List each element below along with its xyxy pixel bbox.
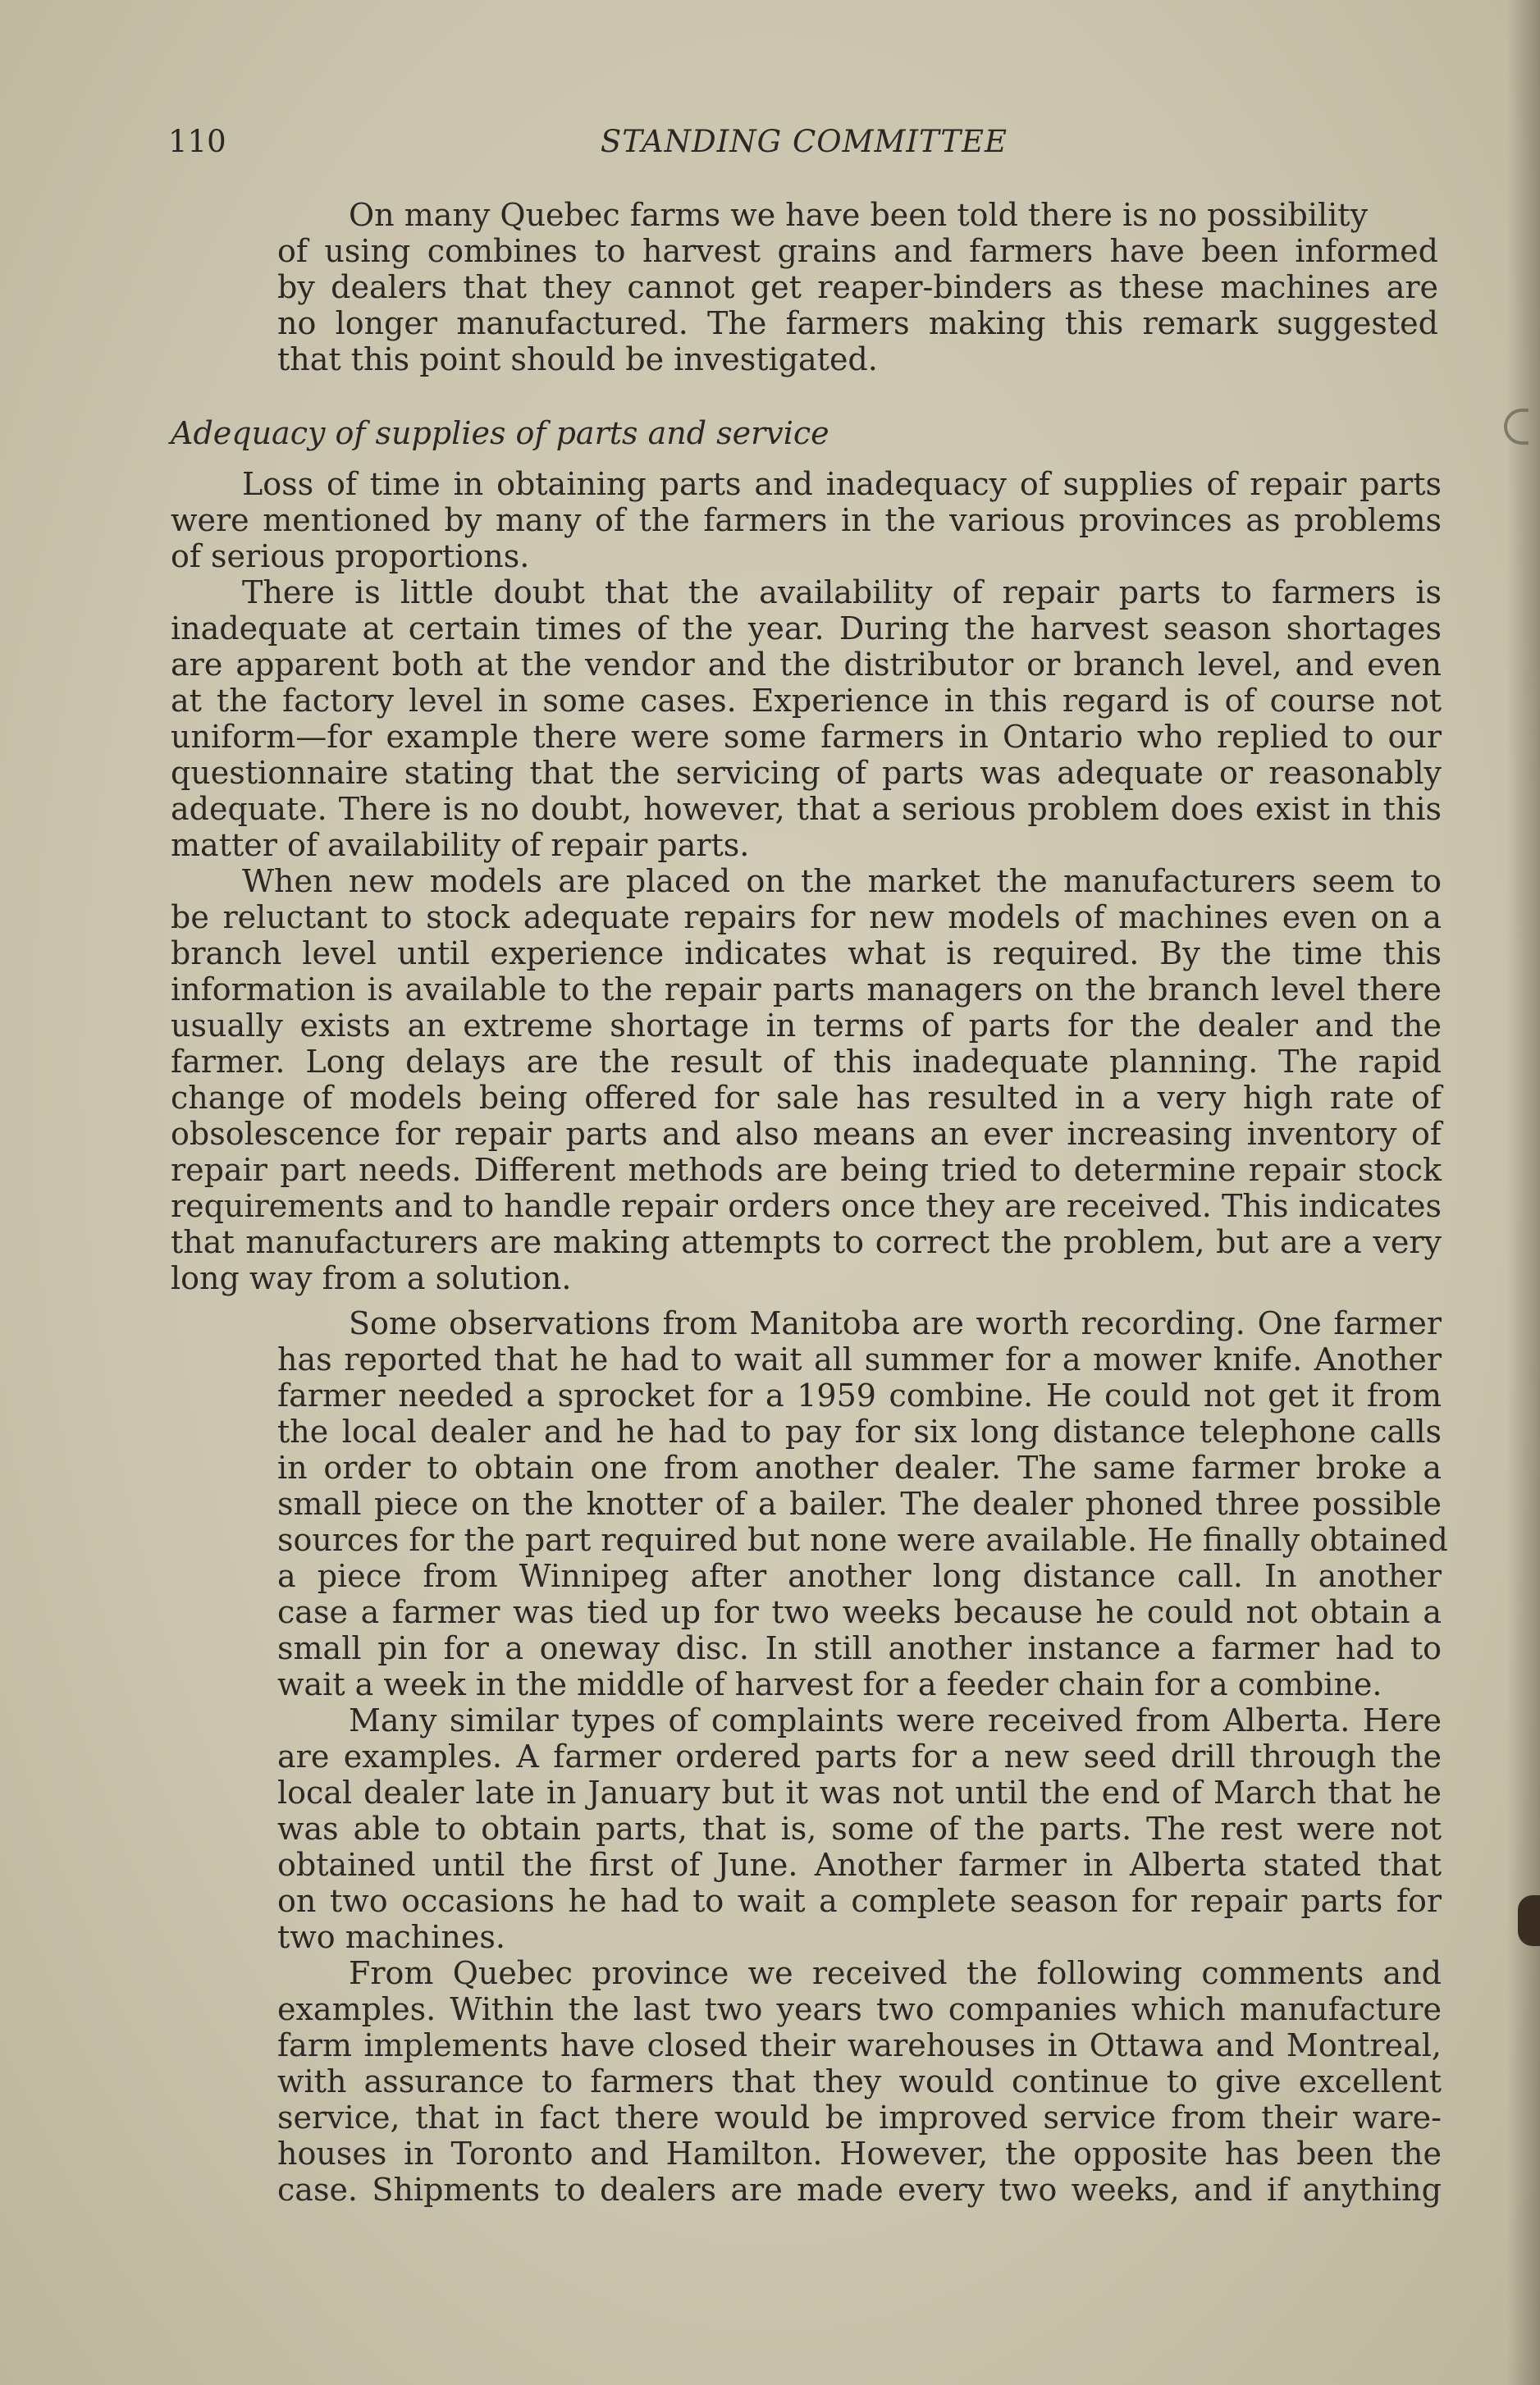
body-line: adequate. There is no doubt, however, that a serious problem does exist in this xyxy=(171,791,1442,827)
body-line: long way from a solution. xyxy=(171,1260,572,1296)
body-line: usually exists an extreme shortage in terms of parts for the dealer and the xyxy=(171,1007,1442,1044)
quoted-line: on two occasions he had to wait a complete season for repair parts for xyxy=(277,1883,1442,1919)
quoted-line: are examples. A farmer ordered parts for a new seed drill through the xyxy=(277,1738,1442,1775)
intro-line: by dealers that they cannot get reaper-binders as these machines are xyxy=(277,269,1438,305)
body-line: questionnaire stating that the servicing of parts was adequate or reasonably xyxy=(171,755,1442,791)
body-line: at the factory level in some cases. Experience in this regard is of course not xyxy=(171,683,1442,719)
page-header xyxy=(168,121,1440,162)
quoted-line: small piece on the knotter of a bailer. The dealer phoned three possible xyxy=(277,1486,1442,1522)
intro-line: of using combines to harvest grains and farmers have been informed xyxy=(277,233,1438,269)
quoted-line: service, that in fact there would be improved service from their ware- xyxy=(277,2099,1442,2136)
body-line: farmer. Long delays are the result of this inadequate planning. The rapid xyxy=(171,1044,1442,1080)
quoted-line: local dealer late in January but it was not until the end of March that he xyxy=(277,1775,1442,1811)
quoted-line: houses in Toronto and Hamilton. However, the opposite has been the xyxy=(277,2136,1442,2172)
margin-tab-mark xyxy=(1518,1895,1540,1946)
quoted-line: with assurance to farmers that they would continue to give excellent xyxy=(277,2063,1442,2099)
body-line: matter of availability of repair parts. xyxy=(171,827,750,863)
intro-line: no longer manufactured. The farmers making this remark suggested xyxy=(277,305,1438,341)
body-line: are apparent both at the vendor and the distributor or branch level, and even xyxy=(171,647,1442,683)
quoted-line: wait a week in the middle of harvest for a feeder chain for a combine. xyxy=(277,1666,1382,1702)
section-heading: Adequacy of supplies of parts and service xyxy=(171,415,829,451)
quoted-line: From Quebec province we received the following comments and xyxy=(349,1955,1442,1991)
body-line: There is little doubt that the availability of repair parts to farmers is xyxy=(242,574,1442,610)
quoted-line: was able to obtain parts, that is, some of the parts. The rest were not xyxy=(277,1811,1442,1847)
quoted-line: two machines. xyxy=(277,1919,505,1955)
quoted-line: farmer needed a sprocket for a 1959 combine. He could not get it from xyxy=(277,1378,1442,1414)
quoted-line: obtained until the first of June. Another farmer in Alberta stated that xyxy=(277,1847,1442,1883)
body-line: When new models are placed on the market the manufacturers seem to xyxy=(242,863,1442,899)
page-number: 110 xyxy=(168,124,226,159)
body-line: Loss of time in obtaining parts and inadequacy of supplies of repair parts xyxy=(242,466,1442,502)
body-line: were mentioned by many of the farmers in the various provinces as problems xyxy=(171,502,1442,538)
body-line: change of models being offered for sale has resulted in a very high rate of xyxy=(171,1080,1442,1116)
body-line: repair part needs. Different methods are being tried to determine repair stock xyxy=(171,1152,1442,1188)
quoted-line: Some observations from Manitoba are worth recording. One farmer xyxy=(349,1305,1442,1341)
quoted-line: sources for the part required but none were available. He finally obtained xyxy=(277,1522,1448,1558)
body-line: uniform—for example there were some farmers in Ontario who replied to our xyxy=(171,719,1442,755)
body-line: branch level until experience indicates what is required. By the time this xyxy=(171,935,1442,971)
quoted-line: examples. Within the last two years two companies which manufacture xyxy=(277,1991,1442,2027)
body-line: be reluctant to stock adequate repairs for new models of machines even on a xyxy=(171,899,1442,935)
body-line: obsolescence for repair parts and also means an ever increasing inventory of xyxy=(171,1116,1442,1152)
body-line: that manufacturers are making attempts to correct the problem, but are a very xyxy=(171,1224,1442,1260)
running-title: STANDING COMMITTEE xyxy=(600,124,1008,159)
body-line: of serious proportions. xyxy=(171,538,530,574)
quoted-line: case. Shipments to dealers are made every two weeks, and if anything xyxy=(277,2172,1442,2208)
body-line: information is available to the repair parts managers on the branch level there xyxy=(171,971,1442,1007)
intro-line: that this point should be investigated. xyxy=(277,341,878,377)
quoted-line: farm implements have closed their warehouses in Ottawa and Montreal, xyxy=(277,2027,1442,2063)
intro-line: On many Quebec farms we have been told there is no possibility xyxy=(349,197,1369,233)
quoted-line: the local dealer and he had to pay for six long distance telephone calls xyxy=(277,1414,1442,1450)
body-line: inadequate at certain times of the year. During the harvest season shortages xyxy=(171,610,1442,647)
quoted-line: Many similar types of complaints were received from Alberta. Here xyxy=(349,1702,1442,1738)
quoted-line: small pin for a oneway disc. In still another instance a farmer had to xyxy=(277,1630,1442,1666)
quoted-line: a piece from Winnipeg after another long distance call. In another xyxy=(277,1558,1442,1594)
body-line: requirements and to handle repair orders once they are received. This indicates xyxy=(171,1188,1442,1224)
quoted-line: in order to obtain one from another dealer. The same farmer broke a xyxy=(277,1450,1442,1486)
quoted-line: case a farmer was tied up for two weeks because he could not obtain a xyxy=(277,1594,1442,1630)
page-edge-shadow xyxy=(1507,0,1540,2385)
quoted-line: has reported that he had to wait all summer for a mower knife. Another xyxy=(277,1341,1442,1378)
